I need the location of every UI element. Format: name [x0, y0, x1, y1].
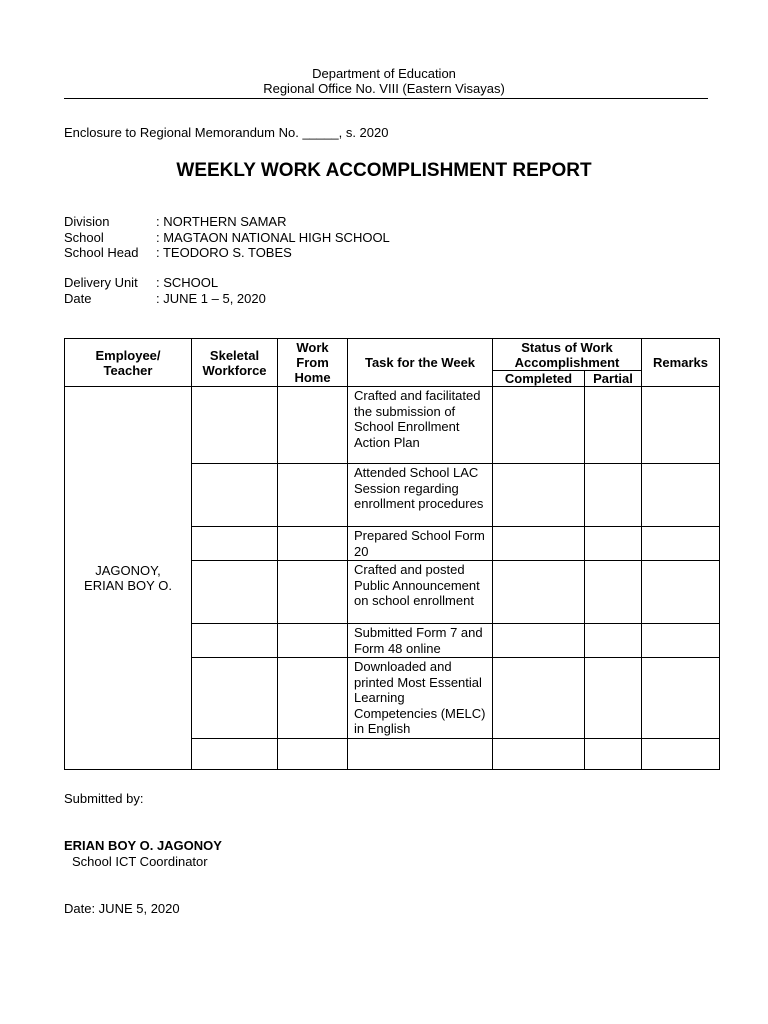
info-division	[64, 214, 287, 229]
school-head-value: : TEODORO S. TOBES	[156, 245, 292, 260]
task-cell: Prepared School Form 20	[348, 527, 493, 561]
enclosure-text: Enclosure to Regional Memorandum No. _____, s. 2020	[64, 125, 389, 140]
delivery-unit-label: Delivery Unit	[64, 275, 138, 290]
school-head-label: School Head	[64, 245, 139, 260]
table-row	[65, 387, 720, 464]
col-employee-header: Employee/ Teacher	[65, 339, 192, 387]
date-label: Date	[64, 291, 92, 306]
info-delivery-unit	[64, 275, 218, 290]
submitter-name: ERIAN BOY O. JAGONOY	[64, 838, 222, 853]
col-skeletal-header: Skeletal Workforce	[192, 339, 278, 387]
info-school	[64, 230, 390, 245]
date-value: : JUNE 1 – 5, 2020	[156, 291, 266, 306]
accomplishment-table	[64, 338, 720, 770]
report-title: WEEKLY WORK ACCOMPLISHMENT REPORT	[176, 160, 592, 181]
header-regional-office: Regional Office No. VIII (Eastern Visayas)	[263, 81, 505, 96]
division-value: : NORTHERN SAMAR	[156, 214, 287, 229]
header-divider	[64, 98, 708, 99]
col-wfh-header: Work From Home	[278, 339, 348, 387]
col-completed-header: Completed	[493, 371, 585, 387]
col-task-header: Task for the Week	[348, 339, 493, 387]
info-date	[64, 291, 266, 306]
task-cell: Attended School LAC Session regarding enrollment procedures	[348, 464, 493, 527]
task-cell: Downloaded and printed Most Essential Learning Competencies (MELC) in English	[348, 658, 493, 739]
table-header-row	[65, 339, 720, 371]
submitted-by-label: Submitted by:	[64, 791, 144, 806]
division-label: Division	[64, 214, 110, 229]
task-cell: Crafted and posted Public Announcement on school enrollment	[348, 561, 493, 624]
submitter-position: School ICT Coordinator	[72, 854, 208, 869]
col-partial-header: Partial	[585, 371, 642, 387]
col-status-header: Status of Work Accomplishment	[493, 339, 642, 371]
school-label: School	[64, 230, 104, 245]
employee-cell: JAGONOY, ERIAN BOY O.	[65, 387, 192, 770]
delivery-unit-value: : SCHOOL	[156, 275, 219, 290]
task-cell: Crafted and facilitated the submission of School Enrollment Action Plan	[348, 387, 493, 464]
task-cell: Submitted Form 7 and Form 48 online	[348, 624, 493, 658]
info-school-head	[64, 245, 292, 260]
submission-date: Date: JUNE 5, 2020	[64, 901, 180, 916]
header-department: Department of Education	[312, 66, 456, 81]
school-value: : MAGTAON NATIONAL HIGH SCHOOL	[156, 230, 390, 245]
col-remarks-header: Remarks	[642, 339, 720, 387]
